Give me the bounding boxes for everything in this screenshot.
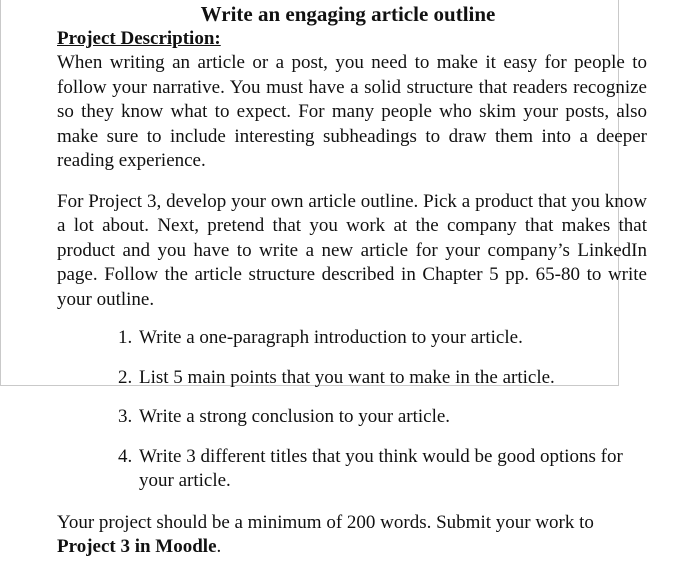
- list-item-number: 1.: [118, 327, 133, 348]
- list-item-number: 4.: [118, 445, 133, 467]
- intro-paragraph: When writing an article or a post, you need to make it easy for people to follow your narrative. You must have a solid structure that readers recognize so they know what to expect. For many people who skim your posts, also make sure to include interesting subheadings to draw them into a deeper reading experience.: [57, 52, 647, 171]
- list-item-text: Write 3 different titles that you think would be good options for your article.: [139, 445, 623, 491]
- project-instructions-paragraph: For Project 3, develop your own article outline. Pick a product that you know a lot about. Next, pretend that you work at the company that makes that product and you have to write a new article for your company’s LinkedIn page. Follow the article structure described in Chapter 5 pp. 65-80 to write your outline.: [57, 190, 647, 310]
- closing-paragraph: [57, 511, 647, 560]
- document-title: Write an engaging article outline: [200, 2, 496, 26]
- list-item-number: 2.: [118, 366, 133, 388]
- list-item: [57, 445, 647, 494]
- list-item-text: Write a one-paragraph introduction to your article.: [139, 327, 523, 348]
- closing-bold-target: Project 3 in Moodle: [57, 536, 217, 557]
- list-item: [57, 366, 647, 391]
- list-item-text: Write a strong conclusion to your article.: [139, 406, 451, 427]
- list-item-text: List 5 main points that you want to make in the article.: [139, 366, 555, 388]
- steps-list: [57, 326, 647, 494]
- list-item-number: 3.: [118, 406, 133, 427]
- document-body: [57, 0, 647, 560]
- project-description-heading: Project Description:: [57, 28, 221, 49]
- list-item: [57, 326, 647, 351]
- closing-text: Your project should be a minimum of 200 words. Submit your work to: [57, 511, 594, 533]
- closing-period: .: [216, 536, 222, 557]
- list-item: [57, 405, 647, 430]
- frame-left-border: [0, 0, 1, 386]
